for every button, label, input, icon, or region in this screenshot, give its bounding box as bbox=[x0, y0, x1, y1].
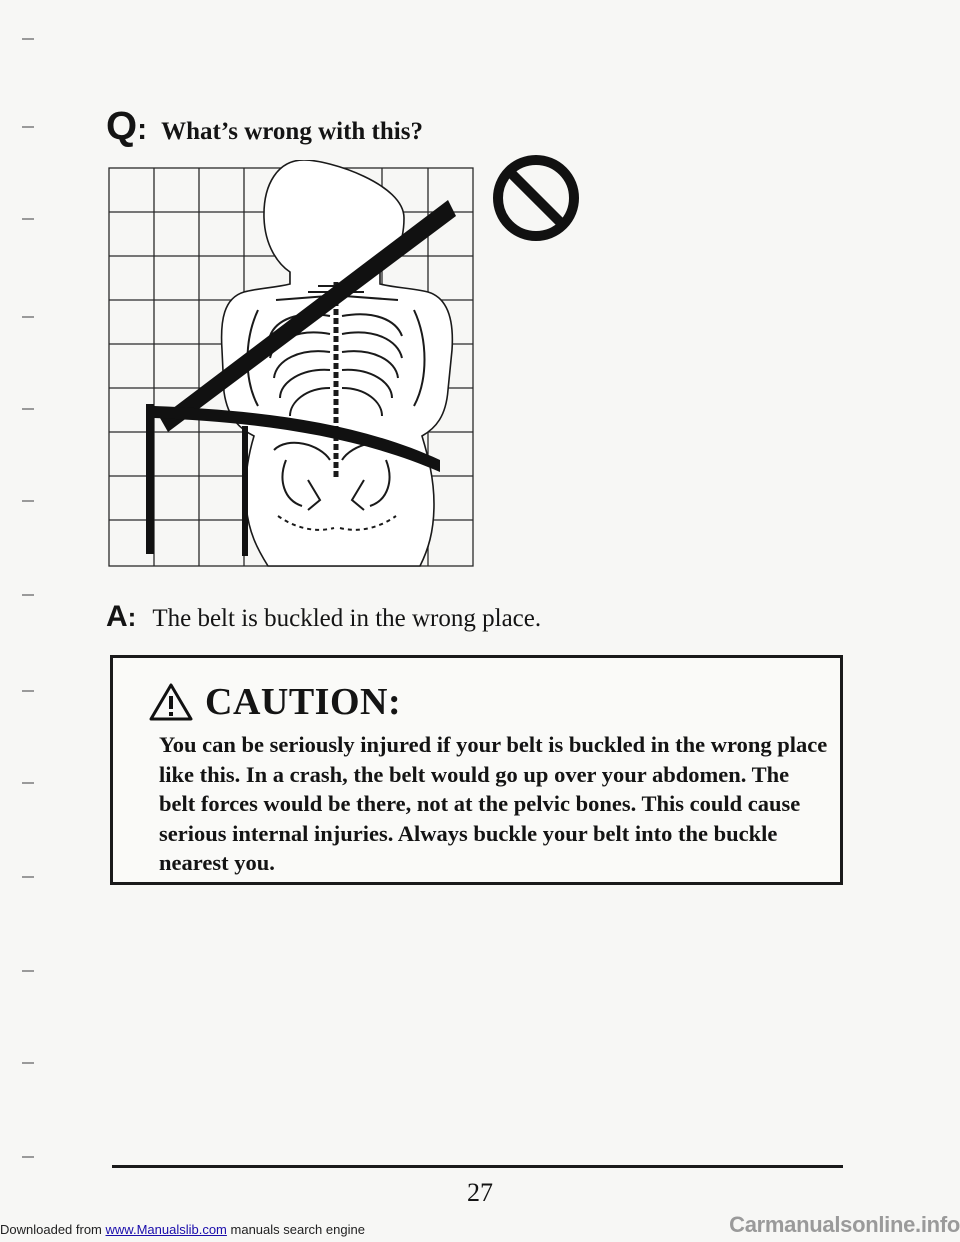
footer-prefix: Downloaded from bbox=[0, 1222, 102, 1237]
margin-tick bbox=[22, 690, 34, 692]
margin-tick bbox=[22, 500, 34, 502]
margin-tick bbox=[22, 38, 34, 40]
caution-box bbox=[110, 655, 843, 885]
margin-tick bbox=[22, 876, 34, 878]
margin-tick bbox=[22, 782, 34, 784]
footer-suffix: manuals search engine bbox=[230, 1222, 365, 1237]
answer-text: The belt is buckled in the wrong place. bbox=[152, 605, 542, 632]
margin-tick bbox=[22, 1156, 34, 1158]
margin-tick bbox=[22, 126, 34, 128]
question-heading bbox=[106, 104, 423, 149]
margin-tick bbox=[22, 218, 34, 220]
caution-text: You can be seriously injured if your belt is buckled in the wrong place like this. In a crash, the belt would go up over your abdomen. The belt forces would be there, not at the pelvic bones. This could cause serious internal injuries. Always buckle your belt into the buckle nearest you. bbox=[159, 732, 828, 875]
prohibited-sign-icon bbox=[490, 152, 582, 244]
question-colon: : bbox=[137, 113, 148, 146]
answer-line bbox=[106, 600, 541, 634]
warning-triangle-icon bbox=[149, 683, 193, 721]
margin-tick bbox=[22, 1062, 34, 1064]
margin-tick bbox=[22, 408, 34, 410]
answer-letter: A bbox=[106, 600, 128, 633]
page-number: 27 bbox=[467, 1178, 493, 1207]
footer-rule bbox=[112, 1165, 843, 1168]
watermark: Carmanualsonline.info bbox=[729, 1212, 960, 1237]
seatbelt-illustration bbox=[108, 160, 476, 570]
margin-tick bbox=[22, 970, 34, 972]
question-letter: Q bbox=[106, 104, 138, 148]
margin-tick bbox=[22, 316, 34, 318]
caution-heading bbox=[149, 680, 401, 724]
question-text: What’s wrong with this? bbox=[161, 118, 423, 145]
margin-tick bbox=[22, 594, 34, 596]
manualslib-link[interactable]: www.Manualslib.com bbox=[105, 1222, 227, 1237]
download-footer bbox=[0, 1222, 365, 1237]
caution-title: CAUTION: bbox=[205, 681, 402, 723]
answer-colon: : bbox=[127, 602, 137, 632]
